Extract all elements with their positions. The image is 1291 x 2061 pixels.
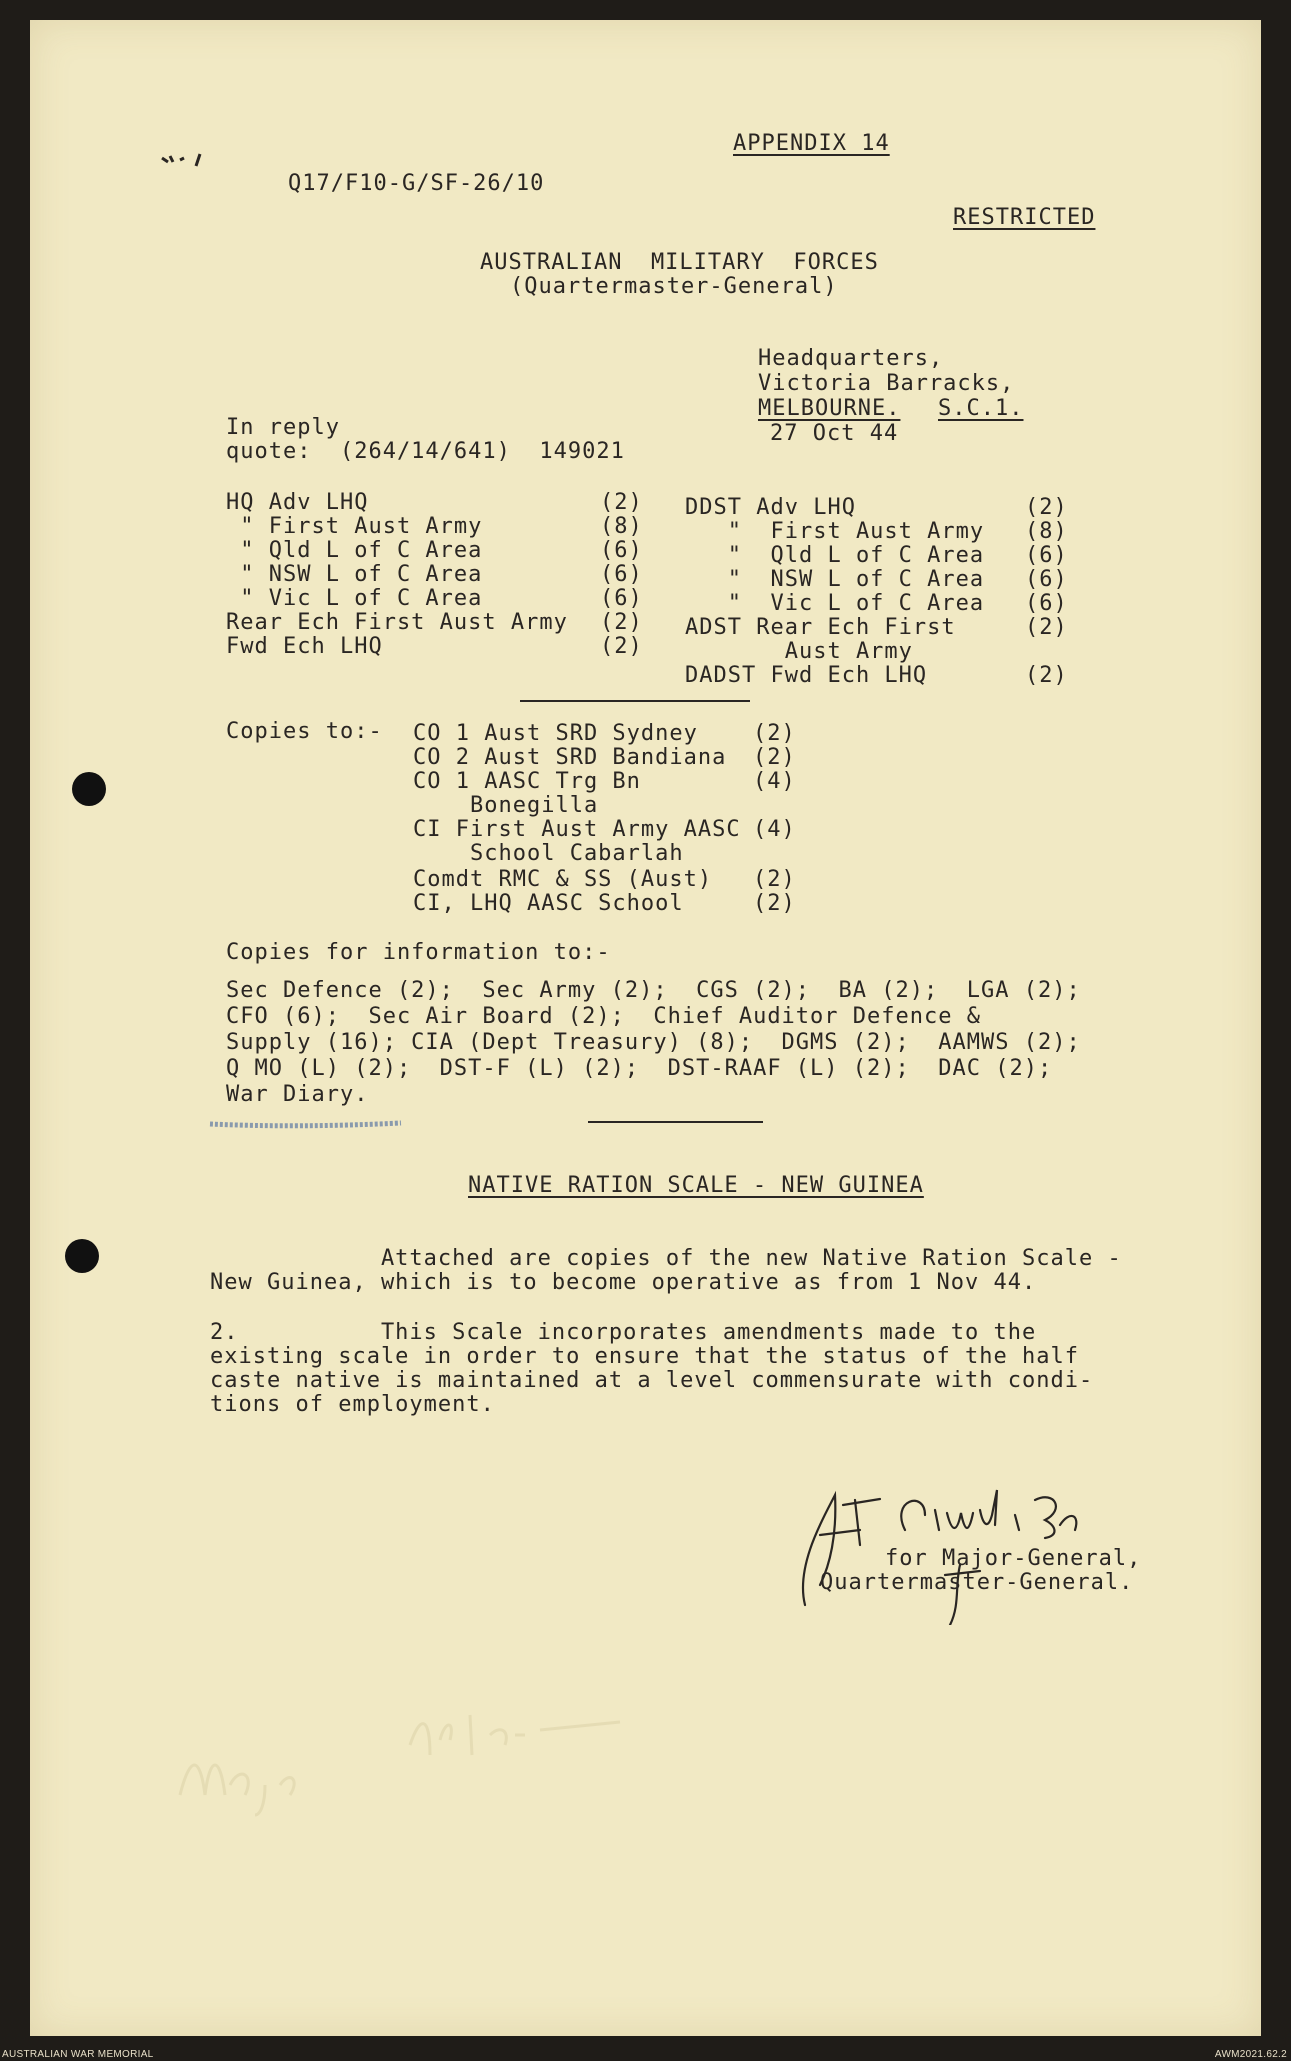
- list-item: ADST Rear Ech First: [685, 615, 956, 640]
- list-item: " Vic L of C Area: [685, 591, 985, 616]
- info-line: Q MO (L) (2); DST-F (L) (2); DST-RAAF (L) (2); DAC (2);: [226, 1056, 1053, 1081]
- list-item-count: (6): [1025, 591, 1068, 616]
- document-date: 27 Oct 44: [770, 421, 899, 446]
- list-item: School Cabarlah: [413, 841, 684, 866]
- copies-info-label: Copies for information to:-: [226, 940, 611, 965]
- list-item-count: (2): [753, 891, 796, 916]
- info-line: Supply (16); CIA (Dept Treasury) (8); DGMS (2); AAMWS (2);: [226, 1030, 1081, 1055]
- paragraph-line: tions of employment.: [210, 1392, 495, 1417]
- list-item: HQ Adv LHQ: [226, 490, 369, 515]
- list-item-count: (6): [600, 538, 643, 563]
- list-item: " Qld L of C Area: [226, 538, 483, 563]
- info-line: War Diary.: [226, 1082, 369, 1107]
- list-item-count: (2): [600, 490, 643, 515]
- faint-impression-marks: [170, 1685, 690, 1825]
- divider: [520, 700, 750, 702]
- punch-hole: [65, 1239, 99, 1273]
- info-line: CFO (6); Sec Air Board (2); Chief Auditor Defence &: [226, 1004, 981, 1029]
- appendix-heading: APPENDIX 14: [733, 131, 890, 156]
- address-line: Headquarters,: [758, 346, 944, 371]
- list-item-count: (2): [600, 610, 643, 635]
- list-item: " Vic L of C Area: [226, 586, 483, 611]
- address-line: Victoria Barracks,: [758, 371, 1015, 396]
- list-item-count: (4): [753, 769, 796, 794]
- reply-label: In reply: [226, 415, 340, 440]
- divider: [588, 1121, 763, 1123]
- list-item-count: (6): [600, 586, 643, 611]
- list-item-count: (2): [753, 721, 796, 746]
- list-item: CO 2 Aust SRD Bandiana: [413, 745, 727, 770]
- list-item-count: (2): [1025, 663, 1068, 688]
- paragraph-line: existing scale in order to ensure that the status of the half: [210, 1344, 1079, 1369]
- paragraph-line: 2. This Scale incorporates amendments made to the: [210, 1320, 1037, 1345]
- list-item-count: (8): [600, 514, 643, 539]
- list-item: " First Aust Army: [685, 519, 985, 544]
- footer-credit: AUSTRALIAN WAR MEMORIAL: [2, 2049, 154, 2060]
- list-item: " NSW L of C Area: [685, 567, 985, 592]
- organization-name: AUSTRALIAN MILITARY FORCES: [480, 250, 879, 275]
- list-item-count: (2): [753, 867, 796, 892]
- subject-heading: NATIVE RATION SCALE - NEW GUINEA: [468, 1173, 924, 1198]
- list-item-count: (2): [1025, 495, 1068, 520]
- list-item-count: (8): [1025, 519, 1068, 544]
- list-item: DDST Adv LHQ: [685, 495, 856, 520]
- list-item: CI, LHQ AASC School: [413, 891, 684, 916]
- info-line: Sec Defence (2); Sec Army (2); CGS (2); BA (2); LGA (2);: [226, 978, 1081, 1003]
- paragraph-line: New Guinea, which is to become operative as from 1 Nov 44.: [210, 1270, 1037, 1295]
- list-item: Comdt RMC & SS (Aust): [413, 867, 713, 892]
- list-item: " Qld L of C Area: [685, 543, 985, 568]
- list-item: CO 1 AASC Trg Bn: [413, 769, 641, 794]
- list-item-count: (2): [753, 745, 796, 770]
- list-item: CI First Aust Army AASC: [413, 817, 741, 842]
- copies-to-label: Copies to:-: [226, 719, 383, 744]
- list-item-count: (2): [1025, 615, 1068, 640]
- list-item-count: (6): [1025, 543, 1068, 568]
- organization-branch: (Quartermaster-General): [510, 274, 838, 299]
- paragraph-line: Attached are copies of the new Native Ration Scale -: [210, 1246, 1122, 1271]
- punch-hole: [72, 772, 106, 806]
- signatory-title: for Major-General,: [885, 1546, 1142, 1571]
- footer-accession-number: AWM2021.62.2: [1214, 2049, 1287, 2060]
- list-item: Rear Ech First Aust Army: [226, 610, 568, 635]
- list-item-count: (6): [1025, 567, 1068, 592]
- list-item: Aust Army: [685, 639, 913, 664]
- file-reference: Q17/F10-G/SF-26/10: [288, 171, 545, 196]
- signatory-role: Quartermaster-General.: [820, 1570, 1134, 1595]
- ink-marks: [150, 140, 230, 180]
- list-item-count: (6): [600, 562, 643, 587]
- classification-label: RESTRICTED: [953, 205, 1096, 230]
- paragraph-line: caste native is maintained at a level commensurate with condi-: [210, 1368, 1094, 1393]
- document-page: [30, 20, 1261, 2036]
- address-postcode: S.C.1.: [938, 396, 1024, 421]
- list-item: Fwd Ech LHQ: [226, 634, 383, 659]
- list-item: " First Aust Army: [226, 514, 483, 539]
- address-city: MELBOURNE.: [758, 396, 901, 421]
- list-item-count: (4): [753, 817, 796, 842]
- list-item-count: (2): [600, 634, 643, 659]
- list-item: CO 1 Aust SRD Sydney: [413, 721, 698, 746]
- list-item: DADST Fwd Ech LHQ: [685, 663, 928, 688]
- list-item: " NSW L of C Area: [226, 562, 483, 587]
- reply-reference: quote: (264/14/641) 149021: [226, 439, 625, 464]
- blue-pencil-mark: [208, 1118, 403, 1130]
- list-item: Bonegilla: [413, 793, 599, 818]
